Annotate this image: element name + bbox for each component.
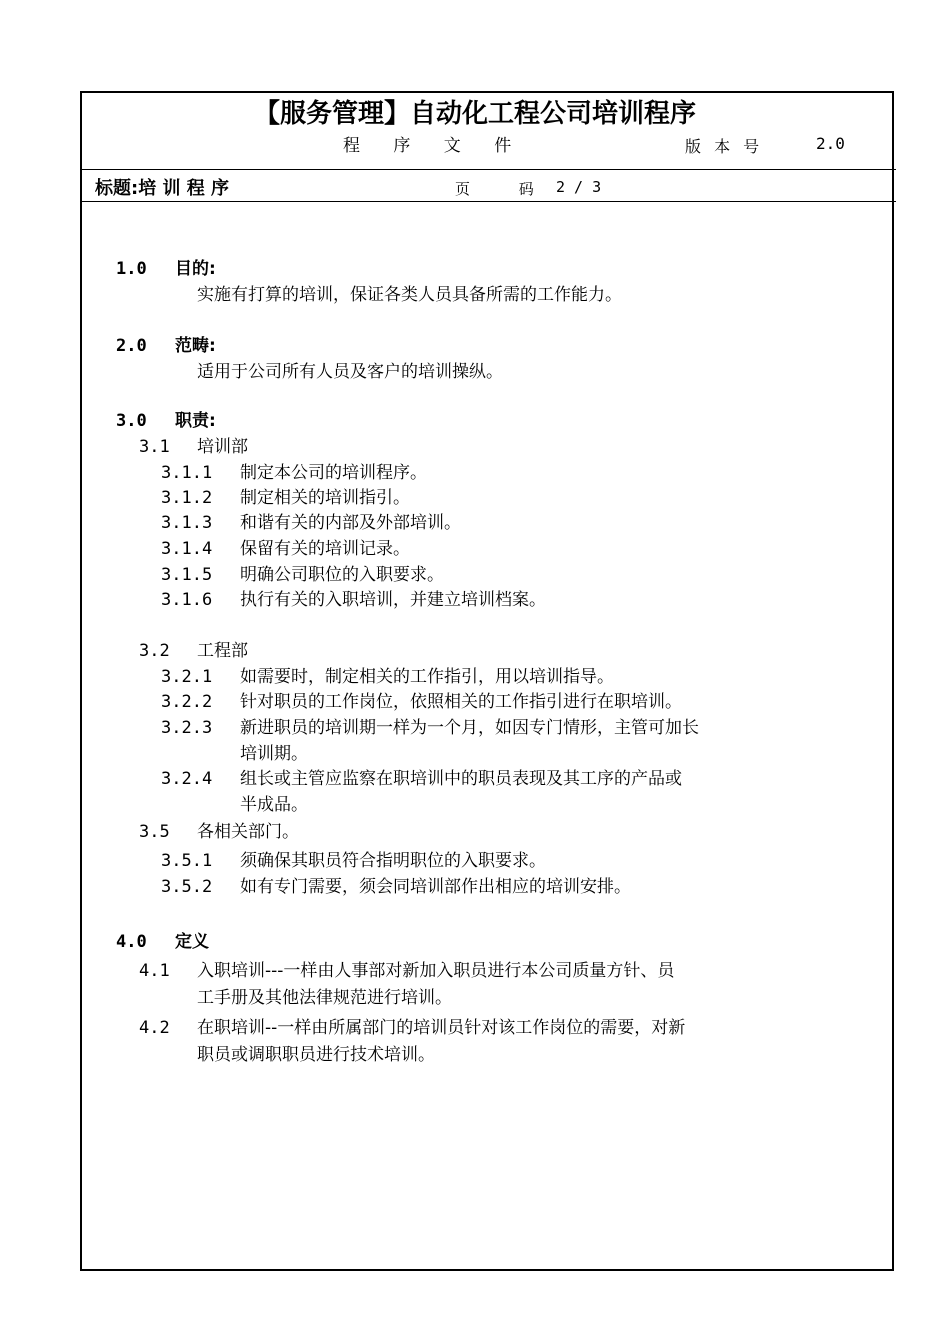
section-title: 范畴: xyxy=(175,336,216,356)
item-text: 制定相关的培训指引。 xyxy=(240,488,410,508)
item-text: 如需要时，制定相关的工作指引，用以培训指导。 xyxy=(240,667,614,687)
subsection-number: 3.2 xyxy=(139,641,170,661)
item-text: 执行有关的入职培训，并建立培训档案。 xyxy=(240,590,546,610)
item-number: 4.1 xyxy=(139,961,170,981)
item-number: 3.1.6 xyxy=(161,590,213,610)
item-number: 3.1.5 xyxy=(161,565,213,585)
item-number: 3.2.1 xyxy=(161,667,213,687)
page-label: 页 码 xyxy=(455,180,556,198)
section-number: 3.0 xyxy=(116,411,147,431)
section-number: 2.0 xyxy=(116,336,147,356)
section-text: 实施有打算的培训，保证各类人员具备所需的工作能力。 xyxy=(197,285,622,305)
item-number: 3.5.2 xyxy=(161,877,213,897)
item-number: 3.1.1 xyxy=(161,463,213,483)
item-text: 制定本公司的培训程序。 xyxy=(240,463,427,483)
section-title: 职责: xyxy=(175,411,216,431)
item-text: 如有专门需要，须会同培训部作出相应的培训安排。 xyxy=(240,877,631,897)
section-number: 1.0 xyxy=(116,259,147,279)
item-number: 3.1.2 xyxy=(161,488,213,508)
item-text-continued: 半成品。 xyxy=(240,795,308,815)
item-text: 保留有关的培训记录。 xyxy=(240,539,410,559)
item-number: 3.1.4 xyxy=(161,539,213,559)
subsection-title: 各相关部门。 xyxy=(197,822,299,842)
subsection-title: 培训部 xyxy=(197,437,248,457)
section-number: 4.0 xyxy=(116,932,147,952)
item-text: 入职培训---一样由人事部对新加入职员进行本公司质量方针、员 xyxy=(197,961,675,981)
document-title: 【服务管理】自动化工程公司培训程序 xyxy=(253,99,696,129)
item-number: 3.2.4 xyxy=(161,769,213,789)
subsection-number: 3.1 xyxy=(139,437,170,457)
item-text-continued: 工手册及其他法律规范进行培训。 xyxy=(197,988,452,1008)
subject-label: 标题:培 训 程 序 xyxy=(95,178,229,199)
item-number: 3.2.2 xyxy=(161,692,213,712)
subsection-number: 3.5 xyxy=(139,822,170,842)
version-label: 版 本 号 xyxy=(685,137,764,156)
version-value: 2.0 xyxy=(816,134,845,153)
header-divider xyxy=(80,169,896,170)
subject-divider xyxy=(80,201,896,202)
item-text-continued: 职员或调职职员进行技术培训。 xyxy=(197,1045,435,1065)
item-number: 3.2.3 xyxy=(161,718,213,738)
item-text: 在职培训--一样由所属部门的培训员针对该工作岗位的需要，对新 xyxy=(197,1018,686,1038)
item-number: 3.1.3 xyxy=(161,513,213,533)
document-type: 程 序 文 件 xyxy=(343,136,526,156)
item-text: 组长或主管应监察在职培训中的职员表现及其工序的产品或 xyxy=(240,769,682,789)
item-text: 针对职员的工作岗位，依照相关的工作指引进行在职培训。 xyxy=(240,692,682,712)
section-title: 目的: xyxy=(175,259,216,279)
item-text: 和谐有关的内部及外部培训。 xyxy=(240,513,461,533)
item-text: 明确公司职位的入职要求。 xyxy=(240,565,444,585)
item-text: 须确保其职员符合指明职位的入职要求。 xyxy=(240,851,546,871)
item-text-continued: 培训期。 xyxy=(240,744,308,764)
page-number: 2 / 3 xyxy=(556,178,602,196)
section-title: 定义 xyxy=(175,932,209,952)
subsection-title: 工程部 xyxy=(197,641,248,661)
item-number: 3.5.1 xyxy=(161,851,213,871)
item-text: 新进职员的培训期一样为一个月，如因专门情形，主管可加长 xyxy=(240,718,699,738)
section-text: 适用于公司所有人员及客户的培训操纵。 xyxy=(197,362,503,382)
item-number: 4.2 xyxy=(139,1018,170,1038)
